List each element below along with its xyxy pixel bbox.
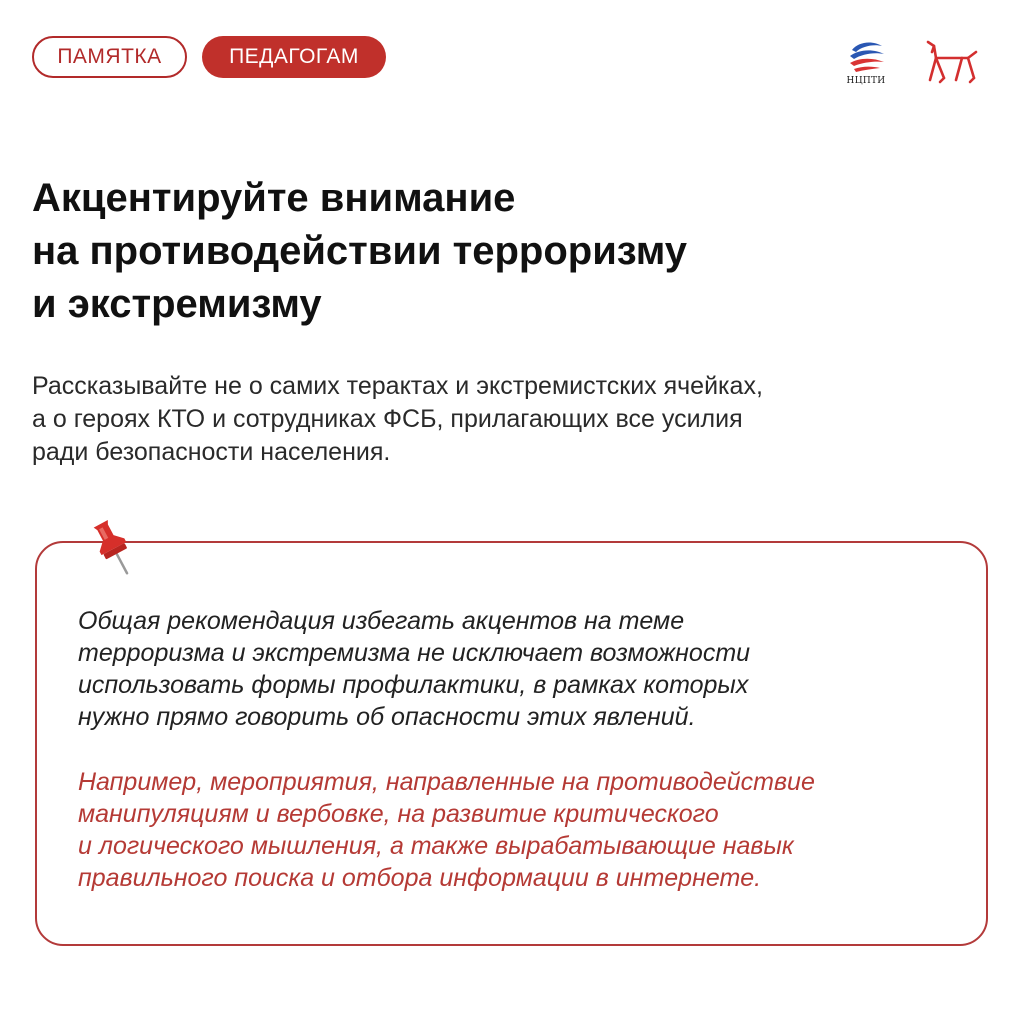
card-example-line: правильного поиска и отбора информации в интернете. (78, 864, 762, 892)
card-note-line: использовать формы профилактики, в рамках которых (78, 671, 749, 699)
teachers-tag: ПЕДАГОГАМ (202, 36, 386, 78)
ncpti-logo-icon (838, 36, 894, 76)
intro-line: а о героях КТО и сотрудниках ФСБ, прилагающих все усилия (32, 405, 743, 433)
intro-paragraph (32, 370, 992, 469)
card-example-line: Например, мероприятия, направленные на противодействие (78, 768, 815, 796)
card-note (78, 605, 978, 733)
card-example-line: манипуляциям и вербовке, на развитие критического (78, 800, 719, 828)
page-title (32, 172, 932, 331)
ncpti-logo-label: НЦПТИ (846, 76, 886, 86)
horse-logo-icon (922, 38, 980, 84)
memo-tag: ПАМЯТКА (32, 36, 187, 78)
card-note-line: нужно прямо говорить об опасности этих явлений. (78, 703, 696, 731)
intro-line: ради безопасности населения. (32, 438, 391, 466)
card-example (78, 766, 978, 894)
pushpin-icon (84, 515, 140, 581)
title-line: Акцентируйте внимание (32, 176, 516, 220)
title-line: на противодействии терроризму (32, 229, 687, 273)
card-note-line: терроризма и экстремизма не исключает возможности (78, 639, 751, 667)
card-note-line: Общая рекомендация избегать акцентов на теме (78, 607, 685, 635)
ncpti-logo (838, 36, 894, 88)
intro-line: Рассказывайте не о самих терактах и экстремистских ячейках, (32, 372, 763, 400)
title-line: и экстремизму (32, 282, 322, 326)
card-example-line: и логического мышления, а также вырабатывающие навык (78, 832, 794, 860)
